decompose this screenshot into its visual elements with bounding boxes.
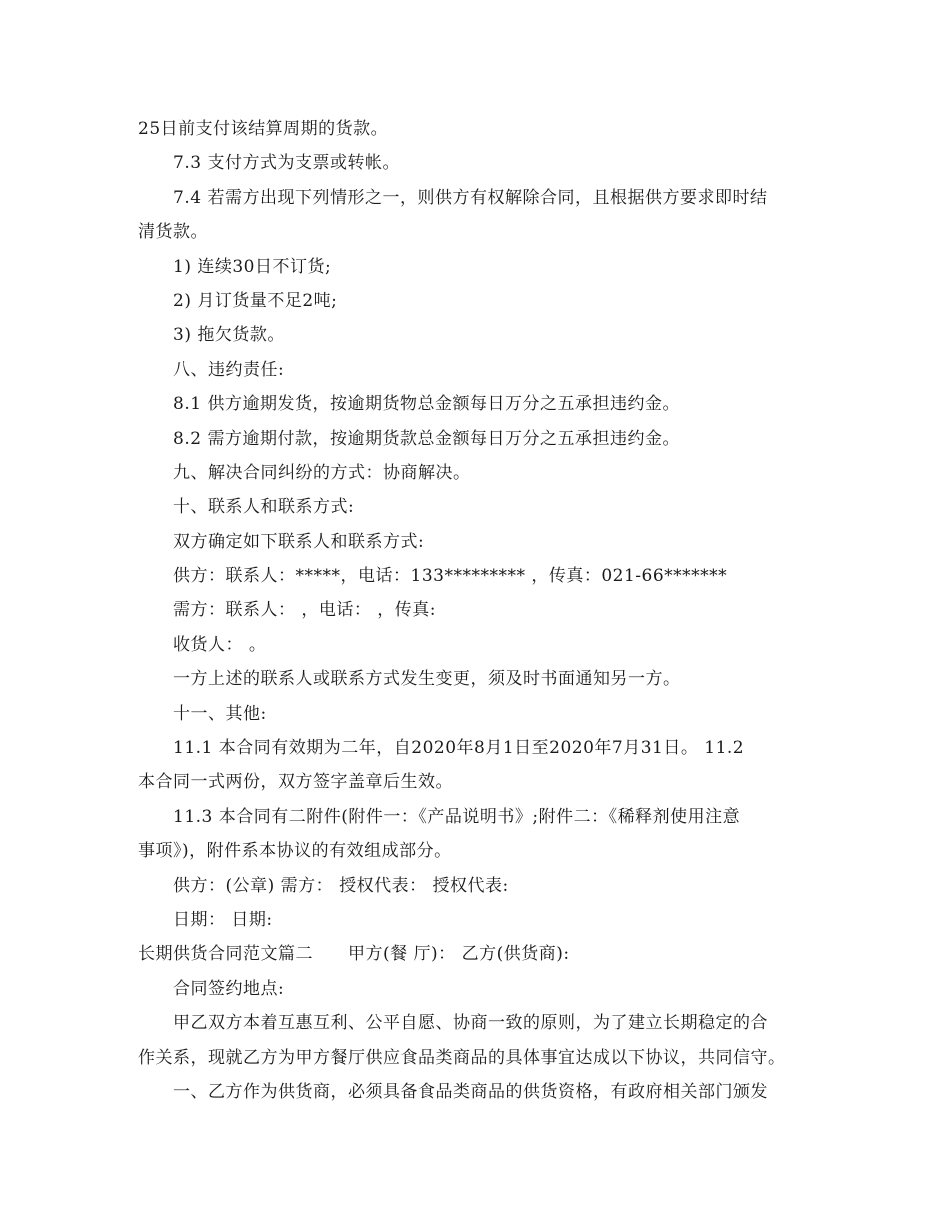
section-heading: 十、联系人和联系方式: [173,497,355,518]
paragraph-line: 一方上述的联系人或联系方式发生变更，须及时书面通知另一方。 [173,669,681,690]
paragraph-line: 一、乙方作为供货商，必须具备食品类商品的供货资格，有政府相关部门颁发 [173,1081,768,1102]
date-line: 日期： 日期: [173,909,273,930]
paragraph-line: 25日前支付该结算周期的货款。 [138,119,389,139]
paragraph-line: 8.1 供方逾期发货，按逾期货物总金额每日万分之五承担违约金。 [173,394,680,415]
paragraph-line: 甲乙双方本着互惠互利、公平自愿、协商一致的原则，为了建立长期稳定的合 [173,1013,768,1034]
paragraph-line: 事项》)，附件系本协议的有效组成部分。 [138,841,452,862]
paragraph-line: 11.1 本合同有效期为二年，自2020年8月1日至2020年7月31日。 11.2 [173,738,745,759]
document-body [138,112,818,1109]
signature-line: 供方：(公章) 需方： 授权代表： 授权代表: [173,875,509,896]
document-section-title: 长期供货合同范文篇二 甲方(餐 厅)： 乙方(供货商): [138,944,570,965]
list-item: 2) 月订货量不足2吨; [173,290,338,311]
section-heading: 九、解决合同纠纷的方式：协商解决。 [173,462,471,483]
buyer-contact-line: 需方：联系人： ，电话： ，传真: [173,600,437,621]
paragraph-line: 双方确定如下联系人和联系方式: [173,531,425,552]
section-heading: 八、违约责任: [173,359,285,380]
paragraph-line: 清货款。 [138,222,208,243]
list-item: 1) 连续30日不订货; [173,256,332,277]
paragraph-line: 8.2 需方逾期付款，按逾期货款总金额每日万分之五承担违约金。 [173,428,680,449]
section-heading: 十一、其他: [173,703,267,724]
paragraph-line: 11.3 本合同有二附件(附件一：《产品说明书》;附件二：《稀释剂使用注意 [173,806,741,827]
paragraph-line: 7.3 支付方式为支票或转帐。 [173,153,400,174]
paragraph-line: 7.4 若需方出现下列情形之一，则供方有权解除合同，且根据供方要求即时结 [173,187,768,208]
paragraph-line: 本合同一式两份，双方签字盖章后生效。 [138,772,453,793]
supplier-contact-line: 供方：联系人：*****，电话：133********* ，传真：021-66******* [173,566,728,587]
list-item: 3) 拖欠货款。 [173,325,285,346]
paragraph-line: 合同签约地点: [173,978,285,999]
consignee-line: 收货人： 。 [173,634,267,655]
paragraph-line: 作关系，现就乙方为甲方餐厅供应食品类商品的具体事宜达成以下协议，共同信守。 [138,1047,786,1068]
